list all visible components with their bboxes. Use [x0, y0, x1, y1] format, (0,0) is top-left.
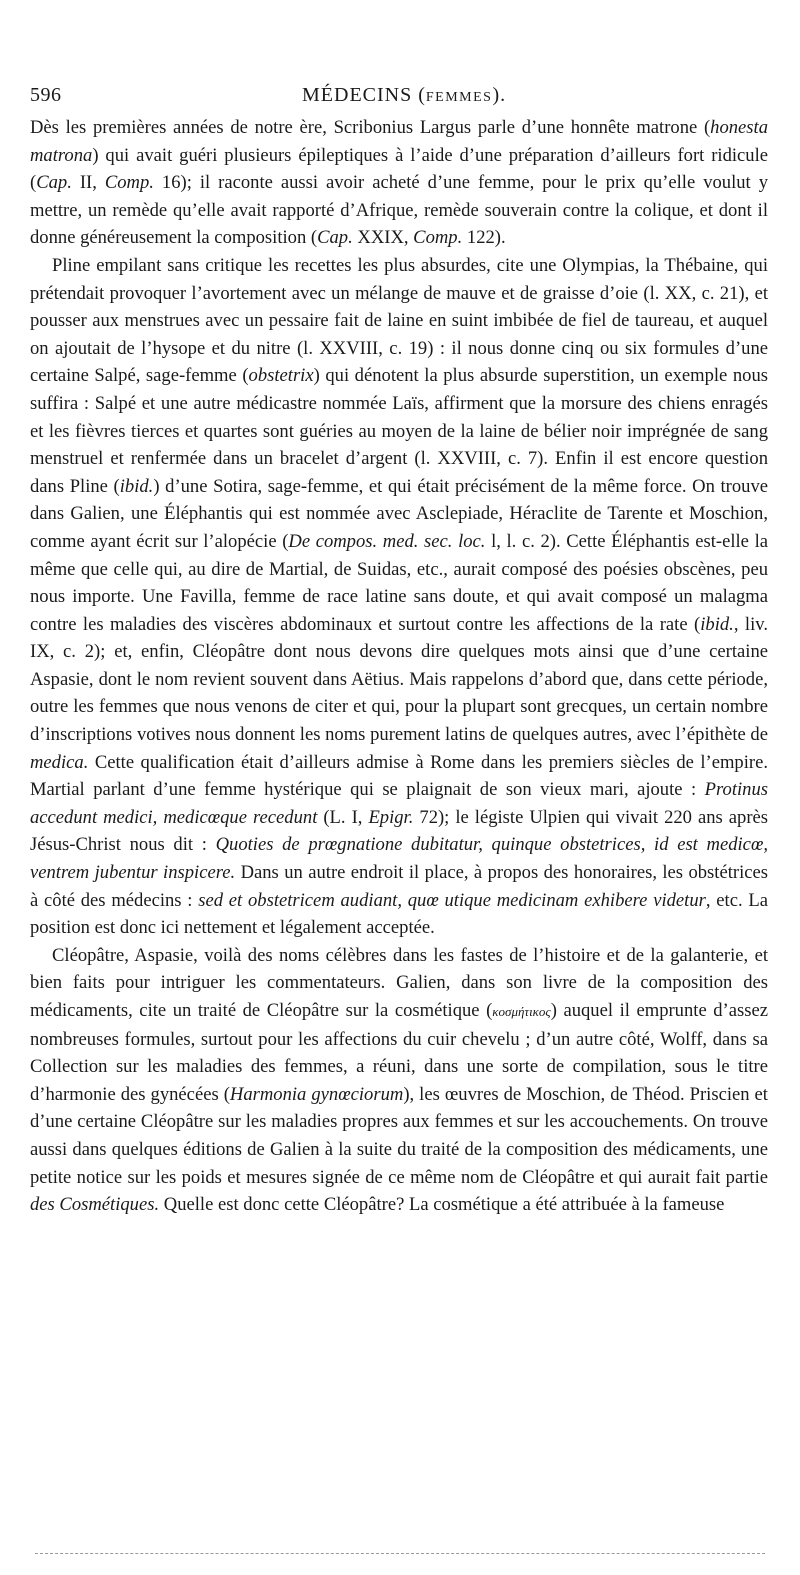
running-head-small: FEMMES [425, 90, 493, 105]
page-header [30, 84, 768, 114]
text-run: Pline empilant sans critique les recettes les plus absurdes, cite une Olympias, la Thébaine, qui prétendait provoquer l’avortement avec un mélange de mauve et de graisse d’oie (l. XX, c. 21), et pousser aux menstrues avec un pessaire fait de laine en suint imbibée de fiel de taureau, et auquel on ajoutait de l’hysope et du nitre (l. XXVIII, c. 19) : il nous donne cinq ou six formules d’une certaine Salpé, sage-femme ( [30, 254, 768, 387]
document-page [30, 84, 768, 1219]
italic-run: Quoties de prœgnatione dubitatur, quinque obstetrices, id est medicœ, ventrem jubentur inspicere. [30, 834, 768, 884]
italic-run: De compos. med. sec. loc. [288, 530, 486, 552]
italic-run: obstetrix [248, 365, 314, 387]
italic-run: medica. [30, 751, 89, 773]
footer-divider [35, 1553, 765, 1554]
text-run: Dès les premières années de notre ère, Scribonius Largus parle d’une honnête matrone ( [30, 117, 711, 138]
text-run: Dans un autre endroit il place, à propos des honoraires, les obstétrices à côté des médecins : [30, 862, 768, 911]
italic-run: ibid. [119, 475, 154, 497]
italic-run: Cap. [36, 172, 72, 194]
italic-run: Comp. [104, 172, 154, 194]
italic-run: Epigr. [368, 806, 414, 828]
running-head-end: ). [492, 84, 507, 106]
paragraph-1 [30, 114, 768, 252]
italic-run: des Cosmétiques. [30, 1194, 160, 1216]
text-run: ), les œuvres de Moschion, de Théod. Priscien et d’une certaine Cléopâtre sur les maladies propres aux femmes et sur les accouchements. On trouve aussi dans quelques éditions de Galien à la suite du traité de la composition des médicaments, une petite notice sur les poids et mesures signée de ce même nom de Cléopâtre et qui aurait fait partie [30, 1083, 768, 1188]
greek-word: κοσμήτικος [492, 1004, 551, 1019]
italic-run: Harmonia gynœciorum [229, 1083, 404, 1105]
text-run: , etc. La position est donc ici nettement et légalement acceptée. [30, 889, 768, 939]
page-number: 596 [30, 84, 62, 106]
text-run: ) qui dénotent la plus absurde superstition, un exemple nous suffira : Salpé et une autre médicastre nommée Laïs, affirment que la morsure des chiens enragés et les fièvres tierces et quartes sont guéries au moyen de la laine de bélier noir imprégnée de sang menstruel et renfermée dans un bracelet d’argent (l. XXVIII, c. 7). Enfin il est encore question dans Pline ( [30, 365, 769, 497]
running-head-main: MÉDECINS ( [302, 84, 426, 106]
italic-run: Comp. [413, 227, 463, 249]
text-run: 72); le légiste Ulpien qui vivait 220 ans après Jésus-Christ nous dit : [30, 806, 769, 856]
text-run: l, l. c. 2). Cette Éléphantis est-elle la même que celle qui, au dire de Martial, de Suidas, etc., aurait composé des poésies obscènes, peu nous importe. Une Favilla, femme de race latine sans doute, et qui avait composé un malagma contre les maladies des viscères abdominaux et surtout contre les affections de la rate ( [30, 530, 768, 635]
text-run: XXIX, [352, 227, 414, 249]
text-run: 16); il raconte aussi avoir acheté d’une femme, pour le prix qu’elle voulut y mettre, un remède qu’elle avait rapporté d’Afrique, remède souverain contre la colique, et dont il donne généreusement la composition ( [30, 172, 768, 249]
paragraph-2 [30, 252, 768, 942]
text-run: (L. I, [317, 806, 369, 828]
paragraph-3 [30, 942, 768, 1219]
text-run: 122). [462, 227, 506, 249]
italic-run: honesta matrona [30, 117, 768, 166]
text-run: ) d’une Sotira, sage-femme, et qui était précisément de la même force. On trouve dans Galien, une Éléphantis qui est nommée avec Asclepiade, Héraclite de Tarente et Moschion, comme ayant écrit sur l’alopécie ( [30, 475, 768, 552]
text-run: ) qui avait guéri plusieurs épileptiques à l’aide d’une préparation d’ailleurs fort ridicule ( [30, 144, 768, 194]
italic-run: sed et obstetricem audiant, quœ utique medicinam exhibere videtur [198, 889, 706, 911]
text-run: Quelle est donc cette Cléopâtre? La cosmétique a été attribuée à la fameuse [159, 1194, 725, 1216]
text-run: ) auquel il emprunte d’assez nombreuses formules, surtout pour les affections du cuir chevelu ; d’un autre côté, Wolff, dans sa Collection sur les maladies des femmes, a réuni, dans une sorte de compilation, sous le titre d’harmonie des gynécées ( [30, 1000, 768, 1105]
text-run: Cléopâtre, Aspasie, voilà des noms célèbres dans les fastes de l’histoire et de la galanterie, et bien faits pour intriguer les commentateurs. Galien, dans son livre de la composition des médicaments, cite un traité de Cléopâtre sur la cosmétique ( [30, 944, 768, 1021]
running-head [280, 84, 768, 107]
italic-run: Cap. [317, 227, 353, 249]
text-run: Cette qualification était d’ailleurs admise à Rome dans les premiers siècles de l’empire. Martial parlant d’une femme hystérique qui se plaignait de son vieux mari, ajoute : [30, 751, 768, 801]
italic-run: ibid. [700, 613, 734, 635]
text-run: , liv. IX, c. 2); et, enfin, Cléopâtre dont nous devons dire quelques mots ainsi que d’une certaine Aspasie, dont le nom revient souvent dans Aëtius. Mais rappelons d’abord que, dans cette période, outre les femmes que nous venons de citer et qui, pour la plupart sont grecques, un certain nombre d’inscriptions votives nous donnent les noms purement latins de quelques autres, avec l’épithète de [30, 613, 768, 746]
text-run: II, [71, 172, 105, 194]
italic-run: Protinus accedunt medici, medicœque recedunt [30, 779, 768, 828]
